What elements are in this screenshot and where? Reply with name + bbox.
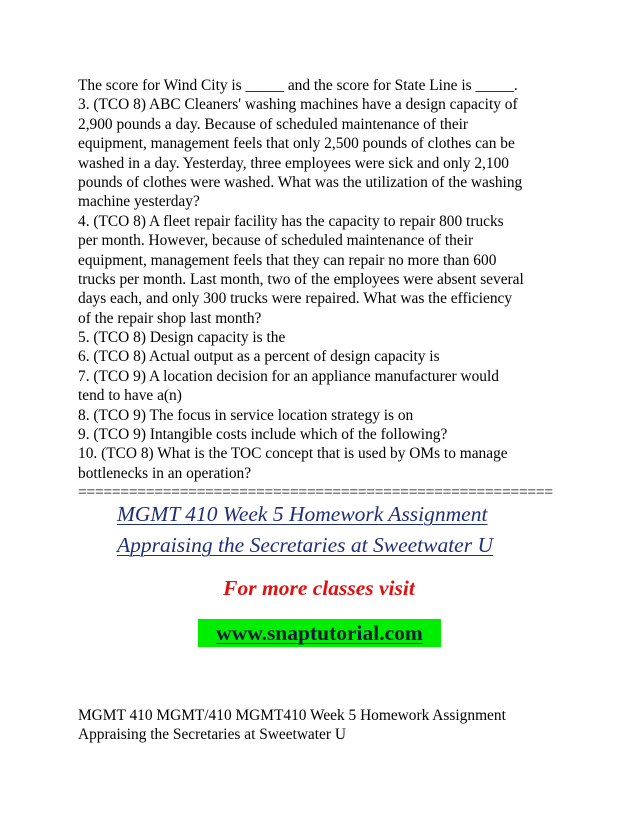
text-line: washed in a day. Yesterday, three employees were sick and only 2,100 (78, 154, 509, 172)
text-line: 2,900 pounds a day. Because of scheduled maintenance of their (78, 115, 469, 133)
text-line: bottlenecks in an operation? (78, 464, 252, 482)
separator-line: ======================================================== (78, 484, 553, 502)
text-line: 6. (TCO 8) Actual output as a percent of design capacity is (78, 348, 440, 366)
text-line: equipment, management feels that only 2,500 pounds of clothes can be (78, 135, 515, 153)
text-line: 3. (TCO 8) ABC Cleaners' washing machines have a design capacity of (78, 96, 518, 114)
text-line: of the repair shop last month? (78, 309, 262, 327)
footer-text-block (78, 706, 506, 745)
text-line: equipment, management feels that they can repair no more than 600 (78, 251, 497, 269)
text-line: pounds of clothes were washed. What was the utilization of the washing (78, 173, 523, 191)
text-line: 9. (TCO 9) Intangible costs include which of the following? (78, 426, 448, 444)
text-line: 7. (TCO 9) A location decision for an appliance manufacturer would (78, 367, 499, 385)
text-line: 10. (TCO 8) What is the TOC concept that is used by OMs to manage (78, 445, 508, 463)
assignment-subtitle-link[interactable]: Appraising the Secretaries at Sweetwater U (117, 533, 493, 557)
website-link[interactable]: www.snaptutorial.com (198, 619, 441, 647)
text-line: days each, and only 300 trucks were repaired. What was the efficiency (78, 290, 513, 308)
text-line: tend to have a(n) (78, 387, 182, 405)
question-text-block (78, 76, 578, 503)
footer-line: Appraising the Secretaries at Sweetwater U (78, 726, 346, 744)
footer-line: MGMT 410 MGMT/410 MGMT410 Week 5 Homework Assignment (78, 707, 506, 724)
text-line: The score for Wind City is _____ and the score for State Line is _____. (78, 77, 518, 94)
text-line: 4. (TCO 8) A fleet repair facility has the capacity to repair 800 trucks (78, 212, 504, 230)
text-line: 5. (TCO 8) Design capacity is the (78, 329, 286, 347)
more-classes-text: For more classes visit (223, 576, 415, 600)
assignment-title-link[interactable]: MGMT 410 Week 5 Homework Assignment (117, 502, 488, 526)
text-line: trucks per month. Last month, two of the employees were absent several (78, 270, 524, 288)
text-line: 8. (TCO 9) The focus in service location strategy is on (78, 406, 414, 424)
text-line: per month. However, because of scheduled maintenance of their (78, 232, 474, 250)
text-line: machine yesterday? (78, 193, 200, 211)
